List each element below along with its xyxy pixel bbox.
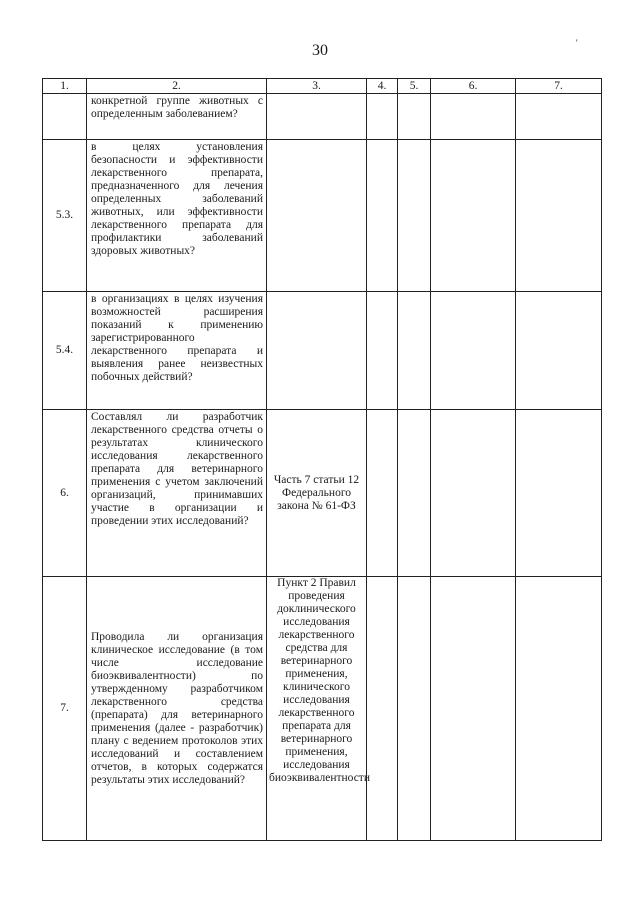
- row-number: 5.4.: [43, 292, 87, 410]
- empty-cell: [431, 577, 516, 841]
- header-cell-4: 4.: [367, 79, 398, 94]
- header-cell-2: 2.: [87, 79, 267, 94]
- empty-cell: [398, 410, 431, 577]
- empty-cell: [516, 292, 602, 410]
- empty-cell: [367, 577, 398, 841]
- table-row: [43, 140, 602, 292]
- table-row: [43, 410, 602, 577]
- checklist-table: [42, 78, 602, 841]
- empty-cell: [367, 410, 398, 577]
- table-row: [43, 292, 602, 410]
- empty-cell: [516, 140, 602, 292]
- row-number: 6.: [43, 410, 87, 577]
- corner-mark: ': [576, 38, 578, 48]
- question-cell: конкретной группе животных с определенным заболеванием?: [87, 94, 267, 140]
- header-cell-3: 3.: [267, 79, 367, 94]
- row-number: 7.: [43, 577, 87, 841]
- empty-cell: [367, 94, 398, 140]
- page-number: 30: [312, 42, 328, 59]
- empty-cell: [367, 140, 398, 292]
- row-number: 5.3.: [43, 140, 87, 292]
- empty-cell: [398, 140, 431, 292]
- empty-cell: [516, 94, 602, 140]
- empty-cell: [431, 94, 516, 140]
- header-cell-1: 1.: [43, 79, 87, 94]
- empty-cell: [431, 292, 516, 410]
- legal-reference-cell: [267, 94, 367, 140]
- table-row: [43, 94, 602, 140]
- table-row: [43, 577, 602, 841]
- question-cell: в целях установления безопасности и эффективности лекарственного препарата, предназначенного для лечения определенных заболеваний животных, или эффективности лекарственного препарата для профилактики заболеваний здоровых животных?: [87, 140, 267, 292]
- empty-cell: [367, 292, 398, 410]
- legal-reference-cell: [267, 140, 367, 292]
- empty-cell: [431, 140, 516, 292]
- header-cell-6: 6.: [431, 79, 516, 94]
- legal-reference-cell: [267, 292, 367, 410]
- legal-reference-cell: Пункт 2 Правил проведения доклинического исследования лекарственного средства для ветеринарного применения, клинического исследования лекарственного препарата для ветеринарного применения, исследования биоэквивалентности: [267, 577, 367, 841]
- empty-cell: [398, 292, 431, 410]
- header-row: [43, 79, 602, 94]
- empty-cell: [398, 577, 431, 841]
- empty-cell: [516, 577, 602, 841]
- question-cell: Составлял ли разработчик лекарственного средства отчеты о результатах клинического исследования лекарственного препарата для ветеринарного применения с учетом заключений организаций, принимавших участие в организации и проведении этих исследований?: [87, 410, 267, 577]
- header-cell-7: 7.: [516, 79, 602, 94]
- header-cell-5: 5.: [398, 79, 431, 94]
- empty-cell: [431, 410, 516, 577]
- question-cell: в организациях в целях изучения возможностей расширения показаний к применению зарегистрированного лекарственного препарата и выявления ранее неизвестных побочных действий?: [87, 292, 267, 410]
- row-number: [43, 94, 87, 140]
- question-cell: Проводила ли организация клиническое исследование (в том числе исследование биоэквивалентности) по утвержденному разработчиком лекарственного средства (препарата) для ветеринарного применения (далее - разработчик) плану с ведением протоколов этих исследований и составлением отчетов, в которых содержатся результаты этих исследований?: [87, 577, 267, 841]
- legal-reference-cell: Часть 7 статьи 12 Федерального закона № 61-ФЗ: [267, 410, 367, 577]
- empty-cell: [516, 410, 602, 577]
- empty-cell: [398, 94, 431, 140]
